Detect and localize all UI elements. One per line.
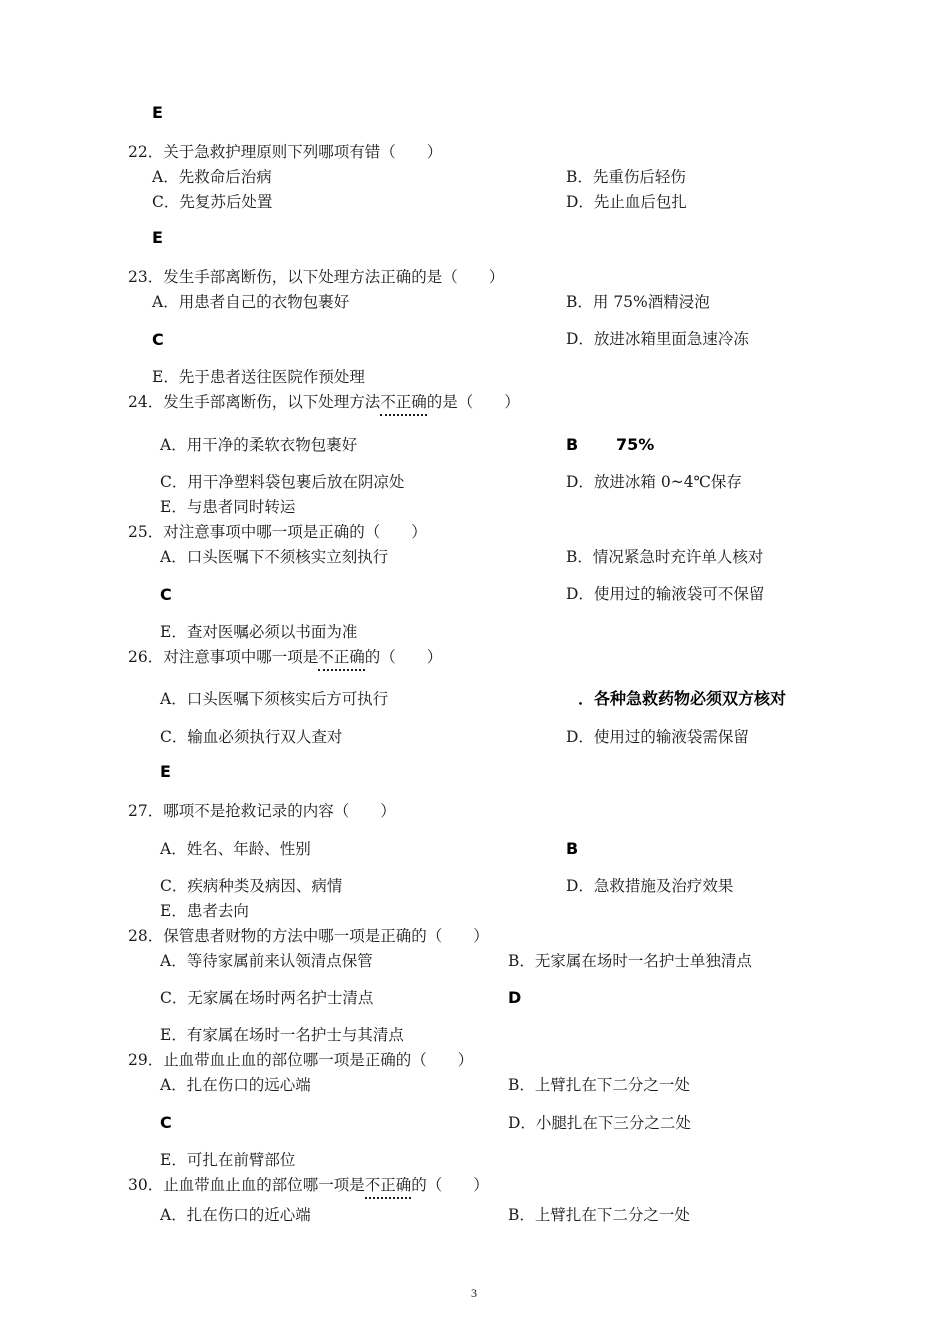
question-23: 23．发生手部离断伤，以下处理方法正确的是（ ） bbox=[128, 268, 505, 286]
option-e: E．患者去向 bbox=[160, 902, 249, 920]
question-28: 28．保管患者财物的方法中哪一项是正确的（ ） bbox=[128, 927, 489, 945]
option-e: E．先于患者送往医院作预处理 bbox=[152, 368, 365, 386]
option-d: D．使用过的输液袋可不保留 bbox=[566, 585, 765, 603]
option-b: B．上臂扎在下二分之一处 bbox=[508, 1076, 690, 1094]
option-d: D．急救措施及治疗效果 bbox=[566, 877, 734, 895]
option-c: C．先复苏后处置 bbox=[152, 193, 273, 211]
question-29: 29．止血带血止血的部位哪一项是正确的（ ） bbox=[128, 1051, 474, 1069]
option-b-text: 75% bbox=[616, 435, 655, 454]
question-27: 27．哪项不是抢救记录的内容（ ） bbox=[128, 802, 396, 820]
option-c: C．输血必须执行双人查对 bbox=[160, 728, 343, 746]
option-a: A．扎在伤口的远心端 bbox=[160, 1076, 311, 1094]
question-text: 的（ ） bbox=[411, 1176, 489, 1194]
option-b: B．先重伤后轻伤 bbox=[566, 168, 686, 186]
page-number: 3 bbox=[471, 1286, 477, 1300]
answer-e: E bbox=[152, 103, 163, 122]
option-a: A．等待家属前来认领清点保管 bbox=[160, 952, 373, 970]
option-e: E．可扎在前臂部位 bbox=[160, 1151, 296, 1169]
question-24 bbox=[128, 395, 520, 411]
answer-e: E bbox=[152, 228, 163, 247]
question-22: 22．关于急救护理原则下列哪项有错（ ） bbox=[128, 143, 443, 161]
option-c: C．用干净塑料袋包裹后放在阴凉处 bbox=[160, 473, 405, 491]
option-a: A．用患者自己的衣物包裹好 bbox=[152, 293, 350, 311]
question-text: 26．对注意事项中哪一项是 bbox=[128, 648, 319, 666]
option-e: E．与患者同时转运 bbox=[160, 498, 296, 516]
option-b: B．上臂扎在下二分之一处 bbox=[508, 1206, 690, 1224]
option-b: B bbox=[566, 435, 579, 454]
option-a: A．口头医嘱下须核实后方可执行 bbox=[160, 690, 389, 708]
option-d: D．小腿扎在下三分之二处 bbox=[508, 1114, 691, 1132]
option-d: D bbox=[508, 988, 522, 1007]
option-a: A．先救命后治病 bbox=[152, 168, 272, 186]
answer-e: E bbox=[160, 762, 171, 781]
option-c: C bbox=[160, 585, 172, 604]
option-b: B bbox=[566, 839, 579, 858]
question-text: 30．止血带血止血的部位哪一项是 bbox=[128, 1176, 365, 1194]
option-c: C．疾病种类及病因、病情 bbox=[160, 877, 343, 895]
option-a: A．姓名、年龄、性别 bbox=[160, 840, 311, 858]
option-a: A．扎在伤口的近心端 bbox=[160, 1206, 311, 1224]
option-d: D．使用过的输液袋需保留 bbox=[566, 728, 749, 746]
option-b: B．情况紧急时充许单人核对 bbox=[566, 548, 764, 566]
question-text: 的（ ） bbox=[364, 648, 443, 666]
option-b: B．无家属在场时一名护士单独清点 bbox=[508, 952, 752, 970]
option-e: E．查对医嘱必须以书面为准 bbox=[160, 623, 358, 641]
emphasis-dotted: 不正确 bbox=[380, 393, 427, 416]
question-26 bbox=[128, 650, 442, 666]
option-d: D．放进冰箱里面急速冷冻 bbox=[566, 330, 749, 348]
option-b: ．各种急救药物必须双方核对 bbox=[578, 689, 787, 708]
option-c: C bbox=[152, 330, 164, 349]
option-b: B．用 75%酒精浸泡 bbox=[566, 293, 710, 311]
emphasis-dotted: 不正确 bbox=[365, 1176, 412, 1199]
option-d: D．先止血后包扎 bbox=[566, 193, 687, 211]
question-25: 25．对注意事项中哪一项是正确的（ ） bbox=[128, 523, 427, 541]
option-c: C．无家属在场时两名护士清点 bbox=[160, 989, 374, 1007]
question-30 bbox=[128, 1178, 489, 1194]
question-text: 24．发生手部离断伤，以下处理方法 bbox=[128, 393, 381, 411]
question-text: 的是（ ） bbox=[426, 393, 520, 411]
option-e: E．有家属在场时一名护士与其清点 bbox=[160, 1026, 404, 1044]
option-a: A．口头医嘱下不须核实立刻执行 bbox=[160, 548, 389, 566]
option-d: D．放进冰箱 0~4℃保存 bbox=[566, 473, 742, 491]
emphasis-dotted: 不正确 bbox=[318, 648, 365, 671]
option-c: C bbox=[160, 1113, 172, 1132]
option-a: A．用干净的柔软衣物包裹好 bbox=[160, 436, 358, 454]
